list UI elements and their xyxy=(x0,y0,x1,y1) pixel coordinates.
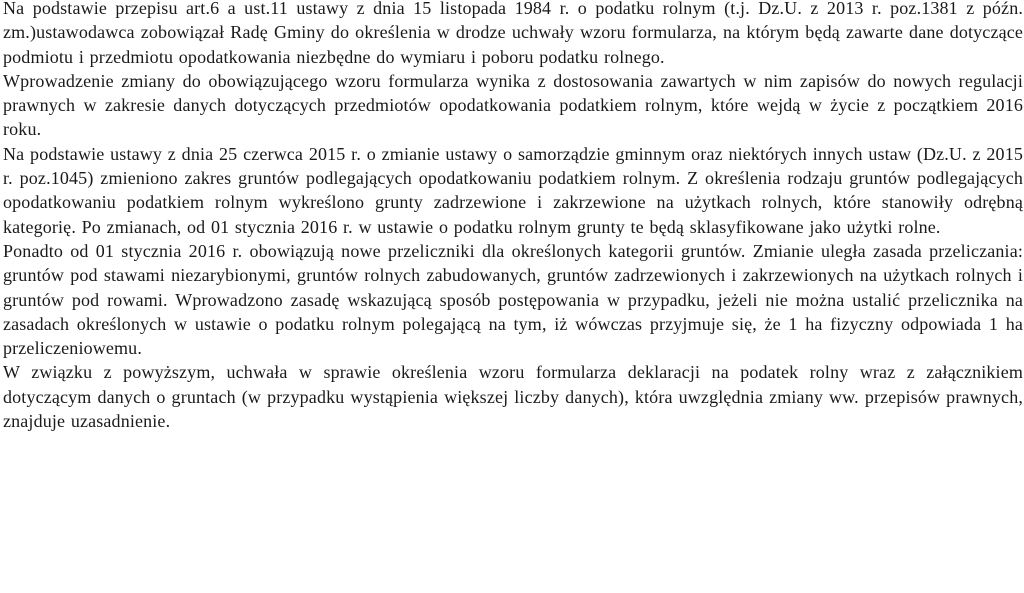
paragraph-form-change: Wprowadzenie zmiany do obowiązującego wzoru formularza wynika z dostosowania zawartych w nim zapisów do nowych regulacji prawnych w zakresie danych dotyczących przedmiotów opodatkowania podatkiem rolnym, które wejdą w życie z początkiem 2016 roku. xyxy=(3,70,1023,140)
paragraph-conclusion: W związku z powyższym, uchwała w sprawie określenia wzoru formularza deklaracji na podatek rolny wraz z załącznikiem dotyczącym danych o gruntach (w przypadku wystąpienia większej liczby danych), która uwzględnia zmiany ww. przepisów prawnych, znajduje uzasadnienie. xyxy=(3,362,1023,432)
paragraph-conversion-rates: Ponadto od 01 stycznia 2016 r. obowiązują nowe przeliczniki dla określonych kategorii gruntów. Zmianie uległa zasada przeliczania: gruntów pod stawami niezarybionymi, gruntów rolnych zabudowanych, gruntów zadrzewionych i zakrzewionych na użytkach rolnych i gruntów pod rowami. Wprowadzono zasadę wskazującą sposób postępowania w przypadku, jeżeli nie można ustalić przelicznika na zasadach określonych w ustawie o podatku rolnym polegającą na tym, iż wówczas przyjmuje się, że 1 ha fizyczny odpowiada 1 ha przeliczeniowemu. xyxy=(3,240,1023,359)
document-page xyxy=(3,0,1023,433)
paragraph-legal-basis: Na podstawie przepisu art.6 a ust.11 ustawy z dnia 15 listopada 1984 r. o podatku rolnym (t.j. Dz.U. z 2013 r. poz.1381 z późn. zm.)ustawodawca zobowiązał Radę Gminy do określenia w drodze uchwały wzoru formularza, na którym będą zawarte dane dotyczące podmiotu i przedmiotu opodatkowania niezbędne do wymiaru i poboru podatku rolnego. xyxy=(3,0,1023,67)
paragraph-land-scope: Na podstawie ustawy z dnia 25 czerwca 2015 r. o zmianie ustawy o samorządzie gminnym oraz niektórych innych ustaw (Dz.U. z 2015 r. poz.1045) zmieniono zakres gruntów podlegających opodatkowaniu podatkiem rolnym. Z określenia rodzaju gruntów podlegających opodatkowaniu podatkiem rolnym wykreślono grunty zadrzewione i zakrzewione na użytkach rolnych, które stanowiły odrębną kategorię. Po zmianach, od 01 stycznia 2016 r. w ustawie o podatku rolnym grunty te będą sklasyfikowane jako użytki rolne. xyxy=(3,143,1023,237)
